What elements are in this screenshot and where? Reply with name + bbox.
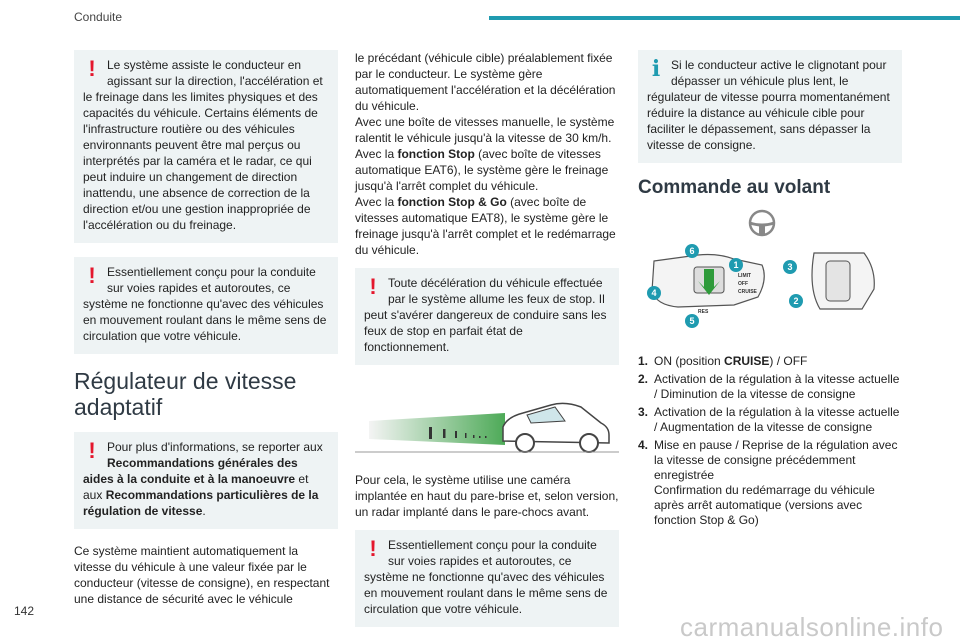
warning-note [355, 268, 619, 365]
warning-icon: ! [88, 438, 96, 463]
svg-text:CRUISE: CRUISE [738, 289, 757, 295]
warning-text: Essentiellement conçu pour la conduite sur voies rapides et autoroutes, ce système ne fonctionne qu'avec des véhicules en mouvement roulant dans le même sens de circulation que votre véhicule. [83, 265, 327, 343]
right-switch [812, 253, 874, 309]
info-note [638, 50, 902, 163]
svg-text:RES: RES [698, 309, 709, 315]
body-paragraph: Ce système maintient automatiquement la vitesse du véhicule à une valeur fixée par le conducteur (vitesse de consigne), en respectant une distance de sécurité avec le véhicule [74, 544, 330, 606]
warning-text: Le système assiste le conducteur en agissant sur la direction, l'accélération et le freinage dans les limites physiques et des capacités du véhicule. Certains éléments de l'infrastructure routière ou des véhicules environnants peuvent être mal perçus ou interprétés par la caméra et le radar, ce qui peut induire un changement de direction inattendu, une absence de correction de la direction et/ou une gestion inappropriée de l'accélération ou du freinage. [83, 58, 323, 232]
column-3 [638, 50, 902, 531]
warning-note [74, 257, 338, 354]
cruise-control-stalk [652, 255, 764, 316]
warning-note: ! Pour plus d'informations, se reporter aux Recommandations générales des aides à la conduite et à la manoeuvre et aux Recommandations particulières de la régulation de vitesse. [74, 432, 338, 529]
radar-car-illustration [355, 397, 619, 455]
svg-text:OFF: OFF [738, 281, 748, 287]
section-title: Régulateur de vitesse adaptatif [74, 368, 297, 420]
list-item: 1. ON (position CRUISE) / OFF [638, 354, 808, 368]
warning-note [355, 530, 619, 627]
warning-note [74, 50, 338, 243]
page-number: 142 [14, 604, 35, 618]
body-paragraph: le précédant (véhicule cible) préalablement fixée par le conducteur. Le système gère automatiquement l'accélération et la décélération du véhicule. [355, 51, 616, 113]
subsection-title: Commande au volant [638, 177, 831, 198]
svg-text:6: 6 [689, 246, 695, 256]
svg-text:5: 5 [689, 316, 695, 326]
warning-text: Essentiellement conçu pour la conduite sur voies rapides et autoroutes, ce système ne fonctionne qu'avec des véhicules en mouvement roulant dans le même sens de circulation que votre véhicule. [364, 538, 608, 616]
list-item: 3. Activation de la régulation à la vitesse actuelle / Augmentation de la vitesse de consigne [638, 405, 900, 434]
list-item: 4. Mise en pause / Reprise de la régulation avec la vitesse de consigne précédemment enregistrée Confirmation du redémarrage du véhicule après arrêt automatique (versions avec fonction Stop & Go) [638, 438, 898, 527]
header-accent-bar [489, 16, 960, 20]
warning-icon: ! [88, 263, 96, 288]
warning-text: Toute décélération du véhicule effectuée par le système allume les feux de stop. Il peut s'avérer dangereux de conduire sans les feux de stop en parfait état de fonctionnement. [364, 276, 607, 354]
steering-control-illustration [638, 209, 902, 339]
steering-wheel-icon [750, 211, 774, 235]
svg-text:4: 4 [651, 288, 657, 298]
warning-icon: ! [88, 56, 96, 81]
info-icon: i [651, 56, 661, 82]
body-paragraph: Pour cela, le système utilise une caméra implantée en haut du pare-brise et, selon version, un radar implanté dans le pare-chocs avant. [355, 473, 619, 519]
svg-text:1: 1 [733, 260, 739, 270]
column-1 [74, 50, 338, 617]
list-item: 2. Activation de la régulation à la vitesse actuelle / Diminution de la vitesse de consigne [638, 372, 900, 401]
column-2 [355, 50, 619, 641]
svg-text:3: 3 [787, 262, 793, 272]
body-paragraph: Avec la fonction Stop (avec boîte de vitesses automatique EAT6), le système gère le freinage jusqu'à l'arrêt complet du véhicule. [355, 147, 609, 193]
running-header: Conduite [74, 10, 123, 24]
info-text: Si le conducteur active le clignotant pour dépasser un véhicule plus lent, le régulateur de vitesse pourra momentanément réduire la distance au véhicule cible pour faciliter le dépassement, sans dépasser la vitesse de consigne. [647, 58, 890, 152]
warning-icon: ! [369, 274, 377, 299]
watermark: carmanualsonline.info [680, 612, 944, 642]
warning-icon: ! [369, 536, 377, 561]
body-paragraph: Avec la fonction Stop & Go (avec boîte de vitesses automatique EAT8), le système gère le freinage jusqu'à l'arrêt complet et le redémarrage du véhicule. [355, 195, 616, 257]
svg-text:LIMIT: LIMIT [738, 273, 752, 279]
body-paragraph: Avec une boîte de vitesses manuelle, le système ralentit le véhicule jusqu'à la vitesse de 30 km/h. [355, 115, 615, 145]
control-list [638, 354, 902, 528]
svg-text:2: 2 [793, 296, 799, 306]
